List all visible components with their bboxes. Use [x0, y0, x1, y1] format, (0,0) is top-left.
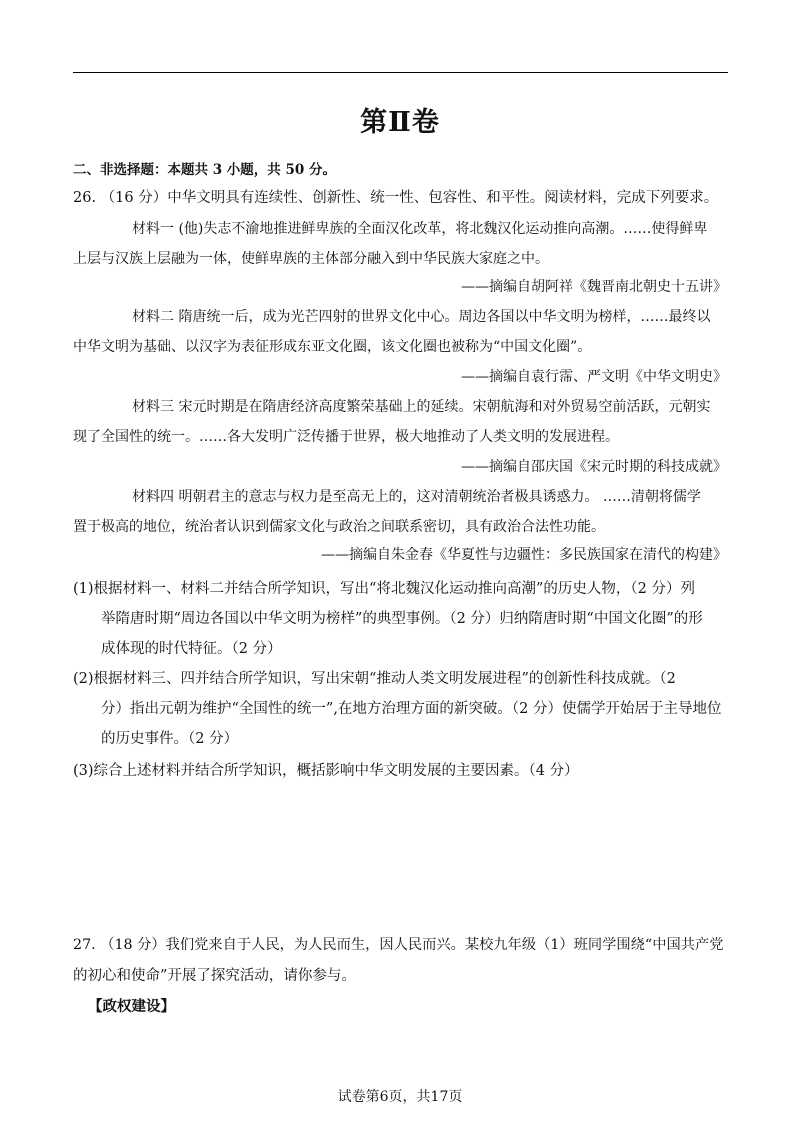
material-3-line-1: 材料三 宋元时期是在隋唐经济高度繁荣基础上的延续。宋朝航海和对外贸易空前活跃，元朝实: [132, 399, 711, 415]
page-title: 第Ⅱ卷: [360, 107, 440, 138]
material-2-line-1: 材料二 隋唐统一后，成为光芒四射的世界文化中心。周边各国以中华文明为榜样，……最终以: [132, 309, 711, 325]
q26-part-3: (3)综合上述材料并结合所学知识，概括影响中华文明发展的主要因素。（4 分）: [73, 763, 579, 779]
material-2-source: ——摘编自袁行霈、严文明《中华文明史》: [461, 369, 727, 385]
material-3-source: ——摘编自邵庆国《宋元时期的科技成就》: [461, 459, 727, 475]
material-4-source: ——摘编自朱金春《华夏性与边疆性：多民族国家在清代的构建》: [321, 547, 727, 563]
material-1-line-1: 材料一 (他)失志不渝地推进鲜卑族的全面汉化改革，将北魏汉化运动推向高潮。……使得鲜卑: [132, 221, 708, 237]
q26-part-2-line-3: 的历史事件。（2 分）: [101, 731, 239, 747]
material-4-line-1: 材料四 明朝君主的意志与权力是至高无上的，这对清朝统治者极具诱惑力。 ……清朝将儒学: [132, 489, 701, 505]
material-2-line-2: 中华文明为基础、以汉字为表征形成东亚文化圈，该文化圈也被称为“中国文化圈”。: [73, 339, 592, 355]
page-footer: 试卷第6页，共17页: [337, 1089, 463, 1105]
material-1-line-2: 上层与汉族上层融为一体，使鲜卑族的主体部分融入到中华民族大家庭之中。: [73, 251, 549, 267]
q26-part-2-line-1: (2)根据材料三、四并结合所学知识，写出宋朝“推动人类文明发展进程”的创新性科技成就。（2: [73, 671, 676, 687]
q27-line-1: 27. （18 分）我们党来自于人民，为人民而生，因人民而兴。某校九年级（1）班同学围绕“中国共产党: [73, 937, 724, 953]
q27-subheading: 【政权建设】: [88, 998, 175, 1015]
material-1-source: ——摘编自胡阿祥《魏晋南北朝史十五讲》: [461, 279, 727, 295]
q26-part-1-line-1: (1)根据材料一、材料二并结合所学知识，写出“将北魏汉化运动推向高潮”的历史人物，（2 分）列: [73, 581, 695, 597]
q26-part-2-line-2: 分）指出元朝为维护“全国性的统一”,在地方治理方面的新突破。（2 分）使儒学开始居于主导地位: [101, 701, 722, 717]
material-4-line-2: 置于极高的地位，统治者认识到儒家文化与政治之间联系密切，具有政治合法性功能。: [73, 519, 605, 535]
q27-line-2: 的初心和使命”开展了探究活动，请你参与。: [73, 968, 356, 984]
section-header: 二、非选择题：本题共 3 小题，共 50 分。: [73, 162, 336, 178]
material-3-line-2: 现了全国性的统一。……各大发明广泛传播于世界，极大地推动了人类文明的发展进程。: [73, 429, 619, 445]
q26-part-1-line-2: 举隋唐时期“周边各国以中华文明为榜样”的典型事例。（2 分）归纳隋唐时期“中国文化圈”的形: [101, 611, 703, 627]
q26-intro: 26. （16 分）中华文明具有连续性、创新性、统一性、包容性、和平性。阅读材料，完成下列要求。: [73, 190, 719, 206]
top-rule: [73, 72, 728, 73]
q26-part-1-line-3: 成体现的时代特征。（2 分）: [101, 641, 282, 657]
